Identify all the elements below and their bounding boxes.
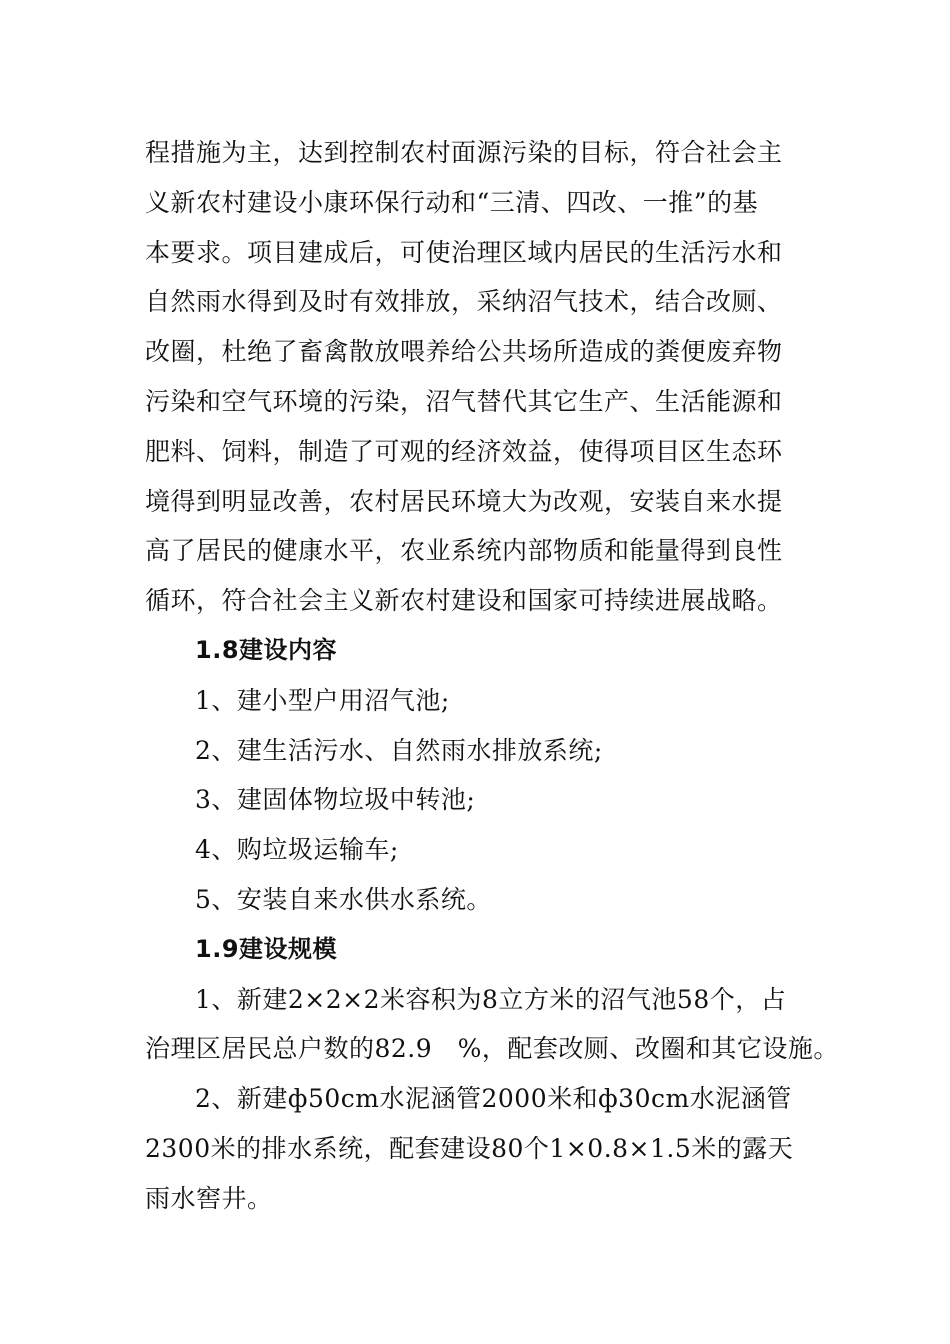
list-item: 5、安装自来水供水系统。 — [195, 884, 492, 914]
paragraph-line: 2、新建ф50cm水泥涵管2000米和ф30cm水泥涵管 — [195, 1084, 792, 1114]
paragraph-line: 循环，符合社会主义新农村建设和国家可持续进展战略。 — [145, 586, 783, 616]
document-body — [145, 128, 839, 1224]
paragraph-line: 程措施为主，达到控制农村面源污染的目标，符合社会主 — [145, 138, 783, 167]
paragraph-line: 污染和空气环境的污染，沼气替代其它生产、生活能源和 — [145, 386, 783, 416]
paragraph-line: 境得到明显改善，农村居民环境大为改观，安装自来水提 — [145, 486, 783, 516]
paragraph-line: 义新农村建设小康环保行动和“三清、四改、一推”的基 — [145, 187, 759, 217]
paragraph-line: 1、新建2×2×2米容积为8立方米的沼气池58个，占 — [195, 984, 787, 1014]
list-item: 3、建固体物垃圾中转池; — [195, 785, 476, 815]
paragraph-line: 本要求。项目建成后，可使治理区域内居民的生活污水和 — [145, 237, 783, 267]
paragraph-line: 治理区居民总户数的82.9 %，配套改厕、改圈和其它设施。 — [145, 1034, 839, 1064]
section-heading: 1.9建设规模 — [195, 934, 338, 963]
paragraph-benefits — [145, 128, 805, 626]
paragraph-line: 肥料、饲料，制造了可观的经济效益，使得项目区生态环 — [145, 436, 783, 466]
paragraph-line: 2300米的排水系统，配套建设80个1×0.8×1.5米的露天 — [145, 1133, 794, 1163]
list-item: 2、建生活污水、自然雨水排放系统; — [195, 735, 603, 765]
list-item: 4、购垃圾运输车; — [195, 835, 399, 865]
paragraph-line: 雨水窖井。 — [145, 1183, 273, 1213]
paragraph-line: 高了居民的健康水平，农业系统内部物质和能量得到良性 — [145, 536, 783, 566]
paragraph-line: 自然雨水得到及时有效排放，采纳沼气技术，结合改厕、 — [145, 287, 783, 317]
section-heading: 1.8建设内容 — [195, 635, 338, 664]
section-construction-scale — [145, 925, 839, 1224]
section-construction-content — [145, 626, 805, 925]
paragraph-line: 改圈，杜绝了畜禽散放喂养给公共场所造成的粪便废弃物 — [145, 337, 783, 367]
list-item: 1、建小型户用沼气池; — [195, 685, 450, 715]
